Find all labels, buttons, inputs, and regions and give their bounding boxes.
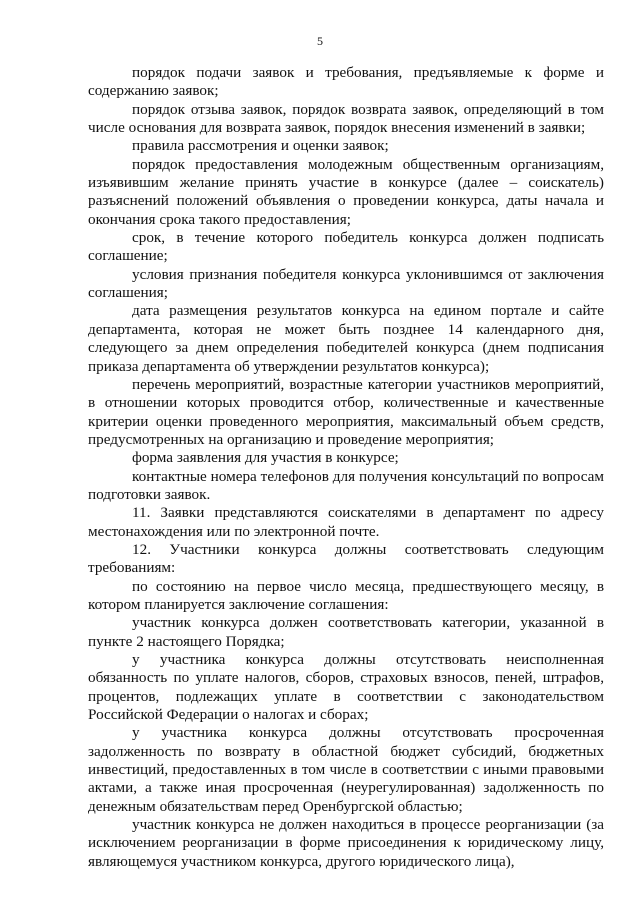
paragraph: порядок подачи заявок и требования, предъявляемые к форме и содержанию заявок; bbox=[88, 64, 604, 100]
paragraph: перечень мероприятий, возрастные категории участников мероприятий, в отношении которых проводится отбор, количественные и качественные критерии оценки проведенного мероприятия, максимальный объем средств, предусмотренных на организацию и проведение мероприятия; bbox=[88, 375, 604, 448]
paragraph: срок, в течение которого победитель конкурса должен подписать соглашение; bbox=[88, 229, 604, 265]
paragraph: правила рассмотрения и оценки заявок; bbox=[132, 137, 389, 155]
paragraph: порядок предоставления молодежным общественным организациям, изъявившим желание принять участие в конкурсе (далее – соискатель) разъяснений положений объявления о проведении конкурса, даты начала и окончания срока такого предоставления; bbox=[88, 155, 604, 228]
paragraph: контактные номера телефонов для получения консультаций по вопросам подготовки заявок. bbox=[88, 467, 604, 503]
paragraph: у участника конкурса должны отсутствовать неисполненная обязанность по уплате налогов, сборов, страховых взносов, пеней, штрафов, процентов, подлежащих уплате в соответствии с законодательством Российской Федерации о налогах и сборах; bbox=[88, 651, 604, 724]
paragraph-clause-11: 11. Заявки представляются соискателями в департамент по адресу местонахождения или по электронной почте. bbox=[88, 504, 604, 540]
paragraph: порядок отзыва заявок, порядок возврата заявок, определяющий в том числе основания для возврата заявок, порядок внесения изменений в заявки; bbox=[88, 100, 604, 137]
paragraph: участник конкурса должен соответствовать категории, указанной в пункте 2 настоящего Порядка; bbox=[88, 614, 604, 650]
paragraph: дата размещения результатов конкурса на едином портале и сайте департамента, которая не может быть позднее 14 календарного дня, следующего за днем определения победителей конкурса (днем подписания приказа департамента об утверждении результатов конкурса); bbox=[88, 302, 604, 375]
paragraph: у участника конкурса должны отсутствовать просроченная задолженность по возврату в областной бюджет субсидий, бюджетных инвестиций, предоставленных в том числе в соответствии с иными правовыми актами, а также иная просроченная (неурегулированная) задолженность по денежным обязательствам перед Оренбургской областью; bbox=[88, 724, 604, 815]
page-number: 5 bbox=[317, 34, 323, 48]
paragraph: условия признания победителя конкурса уклонившимся от заключения соглашения; bbox=[88, 265, 604, 302]
paragraph: форма заявления для участия в конкурсе; bbox=[132, 449, 399, 467]
document-body bbox=[88, 64, 604, 871]
paragraph-clause-12: 12. Участники конкурса должны соответствовать следующим требованиям: bbox=[88, 540, 604, 577]
paragraph: по состоянию на первое число месяца, предшествующего месяцу, в котором планируется заключение соглашения: bbox=[88, 577, 604, 613]
paragraph: участник конкурса не должен находиться в процессе реорганизации (за исключением реорганизации в форме присоединения к юридическому лицу, являющемуся участником конкурса, другого юридического лица), bbox=[88, 816, 604, 870]
